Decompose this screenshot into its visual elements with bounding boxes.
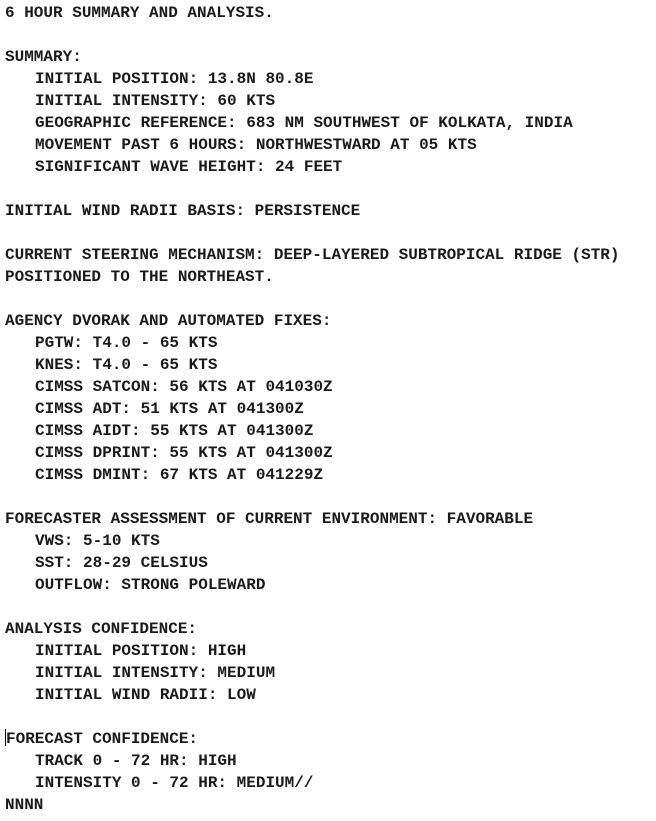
blank-line bbox=[5, 24, 620, 46]
fix-item: CIMSS ADT: 51 KTS AT 041300Z bbox=[35, 400, 304, 418]
blank-line bbox=[5, 222, 620, 244]
outflow-line: OUTFLOW: STRONG POLEWARD bbox=[35, 576, 266, 594]
intensity-forecast-confidence-line: INTENSITY 0 - 72 HR: MEDIUM// bbox=[35, 774, 314, 792]
blank-line bbox=[5, 596, 620, 618]
steering-line-1: CURRENT STEERING MECHANISM: DEEP-LAYERED SUBTROPICAL RIDGE (STR) bbox=[5, 246, 620, 264]
end-marker: NNNN bbox=[5, 796, 44, 814]
vws-line: VWS: 5-10 KTS bbox=[35, 532, 160, 550]
sst-line: SST: 28-29 CELSIUS bbox=[35, 554, 208, 572]
bulletin-text[interactable] bbox=[5, 2, 620, 816]
analysis-confidence-heading: ANALYSIS CONFIDENCE: bbox=[5, 620, 198, 638]
fixes-heading: AGENCY DVORAK AND AUTOMATED FIXES: bbox=[5, 312, 332, 330]
summary-heading: SUMMARY: bbox=[5, 48, 82, 66]
movement-line: MOVEMENT PAST 6 HOURS: NORTHWESTWARD AT 05 KTS bbox=[35, 136, 477, 154]
report-title: 6 HOUR SUMMARY AND ANALYSIS. bbox=[5, 4, 274, 22]
fix-item: CIMSS DPRINT: 55 KTS AT 041300Z bbox=[35, 444, 333, 462]
wave-height-line: SIGNIFICANT WAVE HEIGHT: 24 FEET bbox=[35, 158, 343, 176]
fix-item: CIMSS DMINT: 67 KTS AT 041229Z bbox=[35, 466, 324, 484]
position-confidence-line: INITIAL POSITION: HIGH bbox=[35, 642, 247, 660]
fix-item: KNES: T4.0 - 65 KTS bbox=[35, 356, 218, 374]
wind-radii-basis-line: INITIAL WIND RADII BASIS: PERSISTENCE bbox=[5, 202, 361, 220]
fix-item: PGTW: T4.0 - 65 KTS bbox=[35, 334, 218, 352]
environment-heading: FORECASTER ASSESSMENT OF CURRENT ENVIRONMENT: FAVORABLE bbox=[5, 510, 534, 528]
blank-line bbox=[5, 178, 620, 200]
blank-line bbox=[5, 486, 620, 508]
forecast-confidence-row bbox=[5, 728, 620, 750]
fix-item: CIMSS AIDT: 55 KTS AT 041300Z bbox=[35, 422, 314, 440]
blank-line bbox=[5, 288, 620, 310]
intensity-confidence-line: INITIAL INTENSITY: MEDIUM bbox=[35, 664, 276, 682]
initial-position-line: INITIAL POSITION: 13.8N 80.8E bbox=[35, 70, 314, 88]
geographic-reference-line: GEOGRAPHIC REFERENCE: 683 NM SOUTHWEST OF KOLKATA, INDIA bbox=[35, 114, 573, 132]
forecast-confidence-heading: FORECAST CONFIDENCE: bbox=[6, 730, 199, 748]
fix-item: CIMSS SATCON: 56 KTS AT 041030Z bbox=[35, 378, 333, 396]
track-confidence-line: TRACK 0 - 72 HR: HIGH bbox=[35, 752, 237, 770]
blank-line bbox=[5, 706, 620, 728]
wind-radii-confidence-line: INITIAL WIND RADII: LOW bbox=[35, 686, 256, 704]
steering-line-2: POSITIONED TO THE NORTHEAST. bbox=[5, 268, 274, 286]
initial-intensity-line: INITIAL INTENSITY: 60 KTS bbox=[35, 92, 276, 110]
